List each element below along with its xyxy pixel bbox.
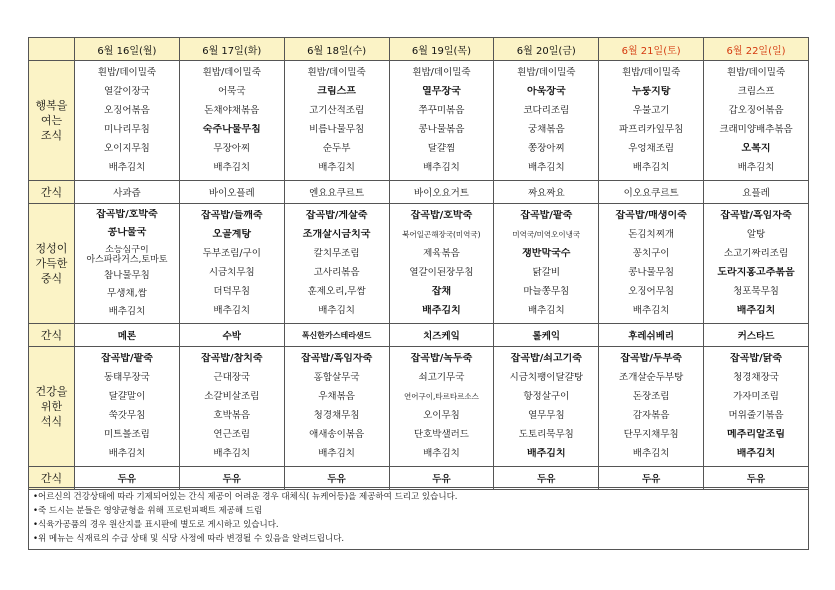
dinner-day-cell [284, 347, 389, 467]
menu-item: 배추김치 [422, 305, 461, 317]
snack-cell [599, 181, 704, 204]
snack-item: 사과즙 [113, 188, 141, 199]
menu-item: 조개살시금치국 [302, 228, 371, 240]
menu-item: 우채볶음 [318, 390, 355, 402]
menu-item: 닭갈비 [532, 267, 561, 279]
menu-item: 소고기짜리조림 [723, 247, 789, 259]
menu-item: 청경채무침 [313, 410, 360, 422]
menu-item: 오골계탕 [212, 228, 252, 240]
menu-item: 크래미양배추볶음 [719, 124, 793, 136]
menu-item: 잡곡밥/닭죽 [730, 352, 782, 364]
menu-item: 숙주나물무침 [202, 124, 261, 136]
breakfast-day-cell [704, 61, 809, 181]
menu-item: 소갈비살조림 [204, 390, 260, 402]
menu-item: 잡곡밥/팥죽 [100, 352, 153, 364]
menu-item: 잡곡밥/흑임자죽 [300, 352, 373, 364]
menu-item: 잡곡밥/호박죽 [96, 208, 158, 220]
menu-item: 오징어볶음 [103, 104, 150, 116]
day-header: 6월 18일(수) [284, 38, 389, 61]
snack-cell [284, 324, 389, 347]
menu-item: 두부조림/구이 [202, 247, 261, 259]
menu-item: 배추김치 [423, 162, 460, 174]
header-corner [29, 38, 75, 61]
snack-item: 폭신한카스테라샌드 [301, 330, 372, 340]
menu-item: 열무장국 [422, 85, 461, 97]
snack-cell [75, 324, 180, 347]
snack1-row [29, 181, 809, 204]
snack-item: 수박 [222, 331, 241, 342]
menu-item: 배추김치 [527, 162, 565, 174]
menu-item: 청포묵무침 [733, 286, 779, 298]
snack-cell [75, 181, 180, 204]
menu-item: 배추김치 [632, 162, 670, 174]
dinner-label: 건강을 위한 석식 [29, 347, 75, 467]
snack-cell [494, 324, 599, 347]
menu-item: 연근조림 [213, 429, 251, 441]
day-header-weekend: 6월 21일(토) [599, 38, 704, 61]
menu-item: 배추김치 [108, 306, 146, 318]
menu-item: 파프리카잎무침 [619, 124, 684, 136]
snack-cell [494, 181, 599, 204]
lunch-day-cell [389, 204, 494, 324]
menu-item: 더덕무침 [213, 286, 251, 298]
lunch-label: 정성이 가득한 중식 [29, 204, 75, 324]
snack-label: 간식 [29, 324, 75, 347]
menu-item: 흰밥/데이밀죽 [726, 66, 786, 78]
menu-item: 잡곡밥/호박죽 [410, 209, 473, 221]
menu-item: 단호박샐러드 [413, 429, 469, 441]
snack-item: 두유 [117, 474, 137, 485]
snack-item: 두유 [222, 474, 241, 485]
menu-item: 아욱장국 [526, 85, 566, 97]
menu-item: 홍합살무국 [313, 371, 360, 383]
menu-item: 오복지 [741, 143, 771, 155]
notes-box [28, 487, 809, 550]
snack-item: 롤케익 [532, 331, 561, 342]
menu-item: 배추김치 [213, 305, 251, 317]
menu-item: 잡곡밥/흑임자죽 [720, 209, 792, 221]
menu-item: 잡곡밥/게살죽 [305, 209, 368, 221]
menu-item: 크림스프 [737, 85, 775, 97]
snack-label: 간식 [29, 181, 75, 204]
snack-cell [389, 181, 494, 204]
menu-item: 꽁치구이 [632, 247, 670, 259]
menu-item: 북어일곤해장국(미역국) [402, 229, 481, 239]
menu-item: 콩나물무침 [628, 267, 675, 279]
menu-item: 잡곡밥/참치죽 [200, 352, 263, 364]
menu-item: 우불고기 [632, 104, 670, 116]
menu-item: 고사리볶음 [313, 267, 360, 279]
note-line: •위 메뉴는 식재료의 수급 상태 및 식당 사정에 따라 변경될 수 있음을 알려드립니다. [33, 534, 345, 544]
menu-item: 제육볶음 [423, 247, 460, 259]
menu-item: 미역국/미역오이냉국 [512, 229, 581, 239]
menu-item: 잡채 [431, 286, 452, 298]
menu-item: 연어구이,타르타르소스 [404, 391, 479, 401]
snack-item: 후레쉬베리 [628, 331, 675, 342]
snack-cell [704, 324, 809, 347]
menu-item: 쟁반막국수 [522, 247, 571, 259]
menu-item: 미나리무침 [103, 124, 150, 136]
menu-item: 흰밥/데이밀죽 [517, 66, 576, 78]
menu-item: 호박볶음 [213, 410, 251, 422]
snack-item: 치즈케잌 [423, 331, 460, 342]
menu-item: 콩나물볶음 [418, 124, 465, 136]
menu-item: 쇠고기무국 [418, 371, 465, 383]
menu-item: 메추리알조림 [727, 429, 786, 441]
lunch-day-cell [599, 204, 704, 324]
menu-item: 배추김치 [423, 448, 460, 460]
lunch-day-cell [494, 204, 599, 324]
breakfast-day-cell [179, 61, 284, 181]
dinner-row [29, 347, 809, 467]
menu-item: 크림스프 [317, 85, 356, 97]
dinner-day-cell [599, 347, 704, 467]
menu-item: 감자볶음 [632, 410, 670, 422]
menu-item: 조개살순두부탕 [619, 371, 684, 383]
lunch-day-cell [75, 204, 180, 324]
menu-item: 근대장국 [213, 371, 251, 383]
menu-item: 도토리묵무침 [518, 429, 574, 441]
snack-item: 메론 [117, 331, 137, 342]
menu-item: 시금치팽이달걀탕 [509, 371, 583, 383]
menu-item: 고기산적조림 [309, 104, 365, 116]
menu-item: 흰밥/데이밀죽 [412, 66, 471, 78]
menu-item: 오징어무침 [628, 286, 675, 298]
menu-item: 마늘쫑무침 [523, 286, 570, 298]
menu-item: 머위줄기볶음 [728, 410, 784, 422]
breakfast-day-cell [75, 61, 180, 181]
lunch-day-cell [179, 204, 284, 324]
menu-item: 돈장조림 [632, 390, 670, 402]
dinner-day-cell [75, 347, 180, 467]
breakfast-label: 행복을 여는 조식 [29, 61, 75, 181]
dinner-day-cell [179, 347, 284, 467]
menu-item: 잡곡밥/쇠고기죽 [510, 352, 582, 364]
menu-item: 배추김치 [736, 305, 776, 317]
menu-item: 잡곡밥/두부죽 [620, 352, 682, 364]
menu-item: 열갈이된장무침 [409, 267, 474, 279]
snack-item: 두유 [327, 474, 346, 485]
menu-item: 훈제오리,무쌈 [307, 286, 366, 298]
day-header: 6월 20일(금) [494, 38, 599, 61]
menu-item: 누룽지탕 [631, 85, 671, 97]
menu-item: 콩나물국 [107, 226, 147, 238]
snack-cell [389, 324, 494, 347]
menu-item: 흰밥/데이밀죽 [622, 66, 681, 78]
snack-item: 요플레 [742, 188, 770, 199]
menu-item: 열무무침 [527, 410, 565, 422]
snack-cell [704, 181, 809, 204]
menu-item: 쭈꾸미볶음 [418, 104, 465, 116]
menu-item: 애새송이볶음 [309, 429, 365, 441]
menu-item: 배추김치 [213, 448, 251, 460]
menu-item: 배추김치 [737, 162, 775, 174]
menu-item: 잡곡밥/매생이죽 [615, 209, 687, 221]
note-line: •어르신의 건강상태에 따라 기제되어있는 간식 제공이 어려운 경우 대체식( 뉴케어등)을 제공하여 드리고 있습니다. [33, 492, 458, 502]
menu-item: 무장아찌 [213, 143, 251, 155]
menu-item: 동태무장국 [103, 371, 150, 383]
lunch-day-cell [284, 204, 389, 324]
breakfast-day-cell [494, 61, 599, 181]
menu-item: 참나물무침 [103, 270, 150, 282]
note-line: •죽 드시는 분들은 영양균형을 위해 프로틴피팩트 제공해 드림 [33, 506, 263, 516]
menu-item: 배추김치 [108, 162, 146, 174]
menu-item: 단무지채무침 [623, 429, 679, 441]
menu-item: 순두부 [322, 143, 351, 155]
snack-cell [284, 181, 389, 204]
menu-item: 배추김치 [318, 305, 355, 317]
menu-item: 돈채야채볶음 [204, 104, 260, 116]
breakfast-day-cell [284, 61, 389, 181]
menu-item: 어묵국 [218, 85, 246, 97]
menu-item: 잡곡밥/들깨죽 [200, 209, 263, 221]
menu-item: 배추김치 [526, 448, 566, 460]
menu-item: 갑오징어볶음 [728, 104, 784, 116]
menu-item: 배추김치 [108, 448, 146, 460]
breakfast-day-cell [389, 61, 494, 181]
menu-item: 잡곡밥/녹두죽 [410, 352, 473, 364]
menu-item: 오이지무침 [103, 143, 150, 155]
breakfast-row [29, 61, 809, 181]
menu-item: 무생채,쌈 [107, 288, 147, 300]
lunch-day-cell [704, 204, 809, 324]
menu-item: 배추김치 [318, 162, 355, 174]
dinner-day-cell [389, 347, 494, 467]
snack-label: 간식 [29, 467, 75, 490]
snack2-row [29, 324, 809, 347]
menu-item: 달걀말이 [108, 390, 146, 402]
day-header: 6월 17일(화) [179, 38, 284, 61]
snack-item: 엔요요쿠르트 [309, 188, 365, 199]
menu-item: 쑥갓무침 [108, 410, 146, 422]
menu-item: 배추김치 [318, 448, 355, 460]
menu-item: 잡곡밥/팥죽 [520, 209, 573, 221]
menu-item: 배추김치 [736, 448, 776, 460]
menu-item: 배추김치 [213, 162, 251, 174]
snack-cell [599, 324, 704, 347]
menu-item: 시금치무침 [208, 267, 255, 279]
menu-item: 우엉채조림 [628, 143, 675, 155]
snack-cell [179, 324, 284, 347]
snack-item: 두유 [746, 474, 766, 485]
menu-item: 돈김치찌개 [628, 228, 675, 240]
snack-cell [179, 181, 284, 204]
snack-item: 두유 [641, 474, 661, 485]
menu-item: 칼치무조림 [313, 247, 360, 259]
snack-item: 짜요짜요 [527, 188, 565, 199]
menu-item: 달걀찜 [427, 143, 456, 155]
day-header-row [29, 38, 809, 61]
menu-item: 비름나물무침 [309, 124, 365, 136]
menu-item: 알탕 [746, 228, 766, 240]
snack-item: 커스타드 [737, 331, 775, 342]
snack-item: 두유 [432, 474, 451, 485]
day-header: 6월 16일(월) [75, 38, 180, 61]
menu-item: 도라지홍고추볶음 [717, 267, 795, 279]
lunch-row [29, 204, 809, 324]
menu-item: 소등심구이 아스파라거스,토마토 [86, 244, 168, 265]
menu-item: 가자미조림 [733, 390, 779, 402]
weekly-menu-table [28, 37, 809, 490]
dinner-day-cell [704, 347, 809, 467]
menu-item: 배추김치 [527, 305, 565, 317]
menu-item: 배추김치 [632, 305, 670, 317]
menu-item: 미트볼조림 [103, 429, 150, 441]
menu-item: 쫑장아찌 [527, 143, 565, 155]
day-header-weekend: 6월 22일(일) [704, 38, 809, 61]
day-header: 6월 19일(목) [389, 38, 494, 61]
menu-item: 흰밥/데이밀죽 [202, 66, 261, 78]
snack-item: 바이오요거트 [413, 188, 469, 199]
menu-item: 열갈이장국 [103, 85, 150, 97]
snack-item: 두유 [537, 474, 556, 485]
menu-item: 흰밥/데이밀죽 [307, 66, 366, 78]
menu-item: 코다리조림 [523, 104, 570, 116]
breakfast-day-cell [599, 61, 704, 181]
menu-item: 항정살구이 [523, 390, 570, 402]
menu-item: 청경채장국 [733, 371, 779, 383]
note-line: •식육가공품의 경우 원산지를 표시판에 별도로 게시하고 있습니다. [33, 520, 279, 530]
menu-item: 궁채볶음 [527, 124, 565, 136]
menu-item: 배추김치 [632, 448, 670, 460]
menu-item: 흰밥/데이밀죽 [97, 66, 157, 78]
menu-item: 오이무침 [423, 410, 460, 422]
dinner-day-cell [494, 347, 599, 467]
snack-item: 이오요쿠르트 [623, 188, 679, 199]
snack-item: 바이오플레 [208, 188, 255, 199]
